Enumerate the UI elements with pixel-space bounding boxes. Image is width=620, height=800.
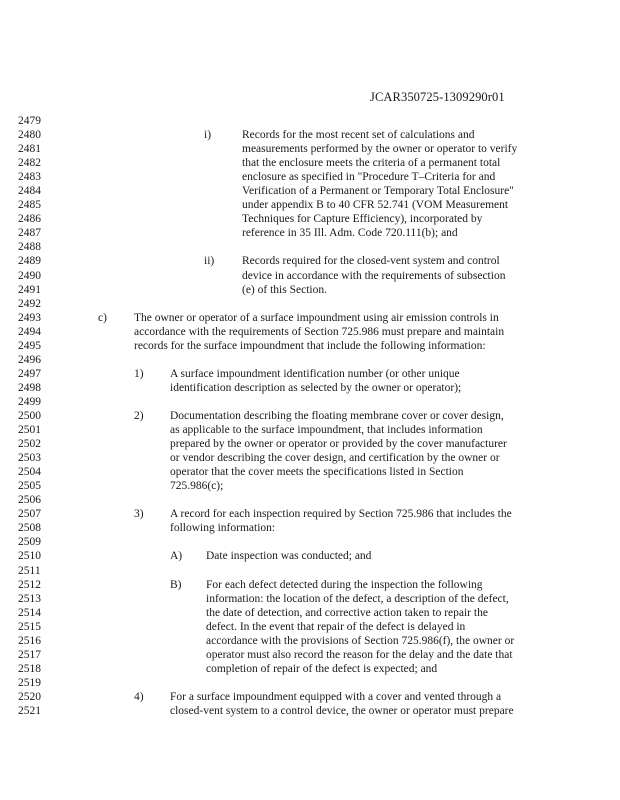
item-text-line: operator must also record the reason for the delay and the date that — [206, 648, 513, 661]
line-number: 2521 — [18, 704, 41, 717]
list-item — [0, 690, 620, 704]
line-number: 2500 — [18, 409, 41, 422]
line-number: 2501 — [18, 424, 41, 437]
item-text-line: as applicable to the surface impoundment, that includes information — [170, 424, 483, 437]
line-number: 2499 — [18, 395, 41, 408]
list-item — [0, 578, 620, 592]
line-number: 2487 — [18, 227, 41, 240]
item-text-line: A record for each inspection required by Section 725.986 that includes the — [170, 508, 512, 521]
document-id-header: JCAR350725-1309290r01 — [370, 90, 505, 104]
item-text-line: measurements performed by the owner or operator to verify — [242, 143, 518, 156]
list-item — [0, 549, 620, 563]
item-text-line: For each defect detected during the inspection the following — [206, 578, 483, 591]
item-label: i) — [204, 129, 212, 142]
list-item — [0, 254, 620, 268]
line-number: 2491 — [18, 283, 41, 296]
line-number: 2515 — [18, 620, 41, 633]
item-text-line: Records required for the closed-vent system and control — [242, 255, 500, 268]
item-text-line: enclosure as specified in "Procedure T–Criteria for and — [242, 171, 496, 184]
list-item — [0, 507, 620, 521]
line-number: 2518 — [18, 662, 41, 675]
line-number: 2513 — [18, 592, 41, 605]
list-item — [0, 128, 620, 142]
line-number: 2508 — [18, 522, 41, 535]
list-item — [0, 409, 620, 423]
line-number: 2504 — [18, 466, 41, 479]
item-text-line: following information: — [170, 522, 276, 535]
line-number: 2502 — [18, 438, 41, 451]
line-number: 2489 — [18, 255, 41, 268]
line-number: 2510 — [18, 550, 41, 563]
line-number: 2520 — [18, 690, 41, 703]
item-text-line: or vendor describing the cover design, and certification by the owner or — [170, 452, 500, 465]
line-number: 2517 — [18, 648, 41, 661]
line-number: 2498 — [18, 381, 41, 394]
item-text-line: accordance with the provisions of Section 725.986(f), the owner or — [206, 634, 515, 647]
line-number: 2514 — [18, 606, 41, 619]
item-text-line: Documentation describing the floating membrane cover or cover design, — [170, 409, 504, 422]
item-label: 1) — [134, 367, 144, 380]
item-text-line: device in accordance with the requirements of subsection — [242, 269, 506, 282]
item-text-line: closed-vent system to a control device, the owner or operator must prepare — [170, 704, 514, 717]
item-text-line: (e) of this Section. — [242, 283, 327, 296]
line-number: 2479 — [18, 115, 41, 127]
line-number: 2484 — [18, 185, 41, 198]
line-number: 2512 — [18, 578, 41, 591]
line-number: 2505 — [18, 480, 41, 493]
line-number: 2496 — [18, 353, 41, 366]
item-text-line: that the enclosure meets the criteria of a permanent total — [242, 157, 501, 170]
line-number: 2506 — [18, 494, 41, 507]
line-number: 2480 — [18, 129, 41, 142]
line-number: 2481 — [18, 143, 41, 156]
line-number: 2495 — [18, 339, 41, 352]
line-number: 2519 — [18, 676, 41, 689]
line-number: 2494 — [18, 325, 41, 338]
line-number: 2497 — [18, 367, 41, 380]
item-text-line: A surface impoundment identification number (or other unique — [170, 367, 460, 380]
line-number: 2488 — [18, 241, 41, 254]
item-text-line: Date inspection was conducted; and — [206, 550, 372, 563]
line-number: 2509 — [18, 536, 41, 549]
line-number: 2482 — [18, 157, 41, 170]
item-text-line: completion of repair of the defect is expected; and — [206, 662, 438, 675]
item-label: B) — [170, 578, 182, 591]
item-text-line: Records for the most recent set of calculations and — [242, 129, 475, 142]
item-text-line: records for the surface impoundment that include the following information: — [134, 339, 486, 352]
item-text-line: Verification of a Permanent or Temporary Total Enclosure" — [242, 185, 514, 198]
line-number: 2493 — [18, 311, 41, 324]
line-number: 2486 — [18, 213, 41, 226]
line-number: 2507 — [18, 508, 41, 521]
item-text-line: identification description as selected by the owner or operator); — [170, 381, 462, 394]
item-label: 3) — [134, 508, 144, 521]
item-text-line: the date of detection, and corrective action taken to repair the — [206, 606, 488, 619]
item-text-line: accordance with the requirements of Section 725.986 must prepare and maintain — [134, 325, 505, 338]
item-label: c) — [98, 311, 107, 324]
document-body — [0, 114, 620, 718]
item-text-line: prepared by the owner or operator or provided by the cover manufacturer — [170, 438, 507, 451]
item-text-line: operator that the cover meets the specifications listed in Section — [170, 466, 464, 479]
item-label: ii) — [204, 255, 215, 268]
line-number: 2503 — [18, 452, 41, 465]
list-item — [0, 311, 620, 325]
item-label: 2) — [134, 409, 144, 422]
item-text-line: The owner or operator of a surface impoundment using air emission controls in — [134, 311, 499, 324]
item-text-line: reference in 35 Ill. Adm. Code 720.111(b); and — [242, 227, 458, 240]
line-number: 2492 — [18, 297, 41, 310]
item-text-line: For a surface impoundment equipped with a cover and vented through a — [170, 690, 502, 703]
item-label: A) — [170, 550, 183, 563]
line-number: 2485 — [18, 199, 41, 212]
item-label: 4) — [134, 690, 144, 703]
line-number: 2490 — [18, 269, 41, 282]
list-item — [0, 367, 620, 381]
item-text-line: information: the location of the defect, a description of the defect, — [206, 592, 509, 605]
item-text-line: defect. In the event that repair of the defect is delayed in — [206, 620, 466, 633]
item-text-line: 725.986(c); — [170, 480, 224, 493]
line-number: 2516 — [18, 634, 41, 647]
line-number: 2511 — [18, 564, 41, 577]
item-text-line: under appendix B to 40 CFR 52.741 (VOM Measurement — [242, 199, 509, 212]
item-text-line: Techniques for Capture Efficiency), incorporated by — [242, 213, 483, 226]
line-number: 2483 — [18, 171, 41, 184]
